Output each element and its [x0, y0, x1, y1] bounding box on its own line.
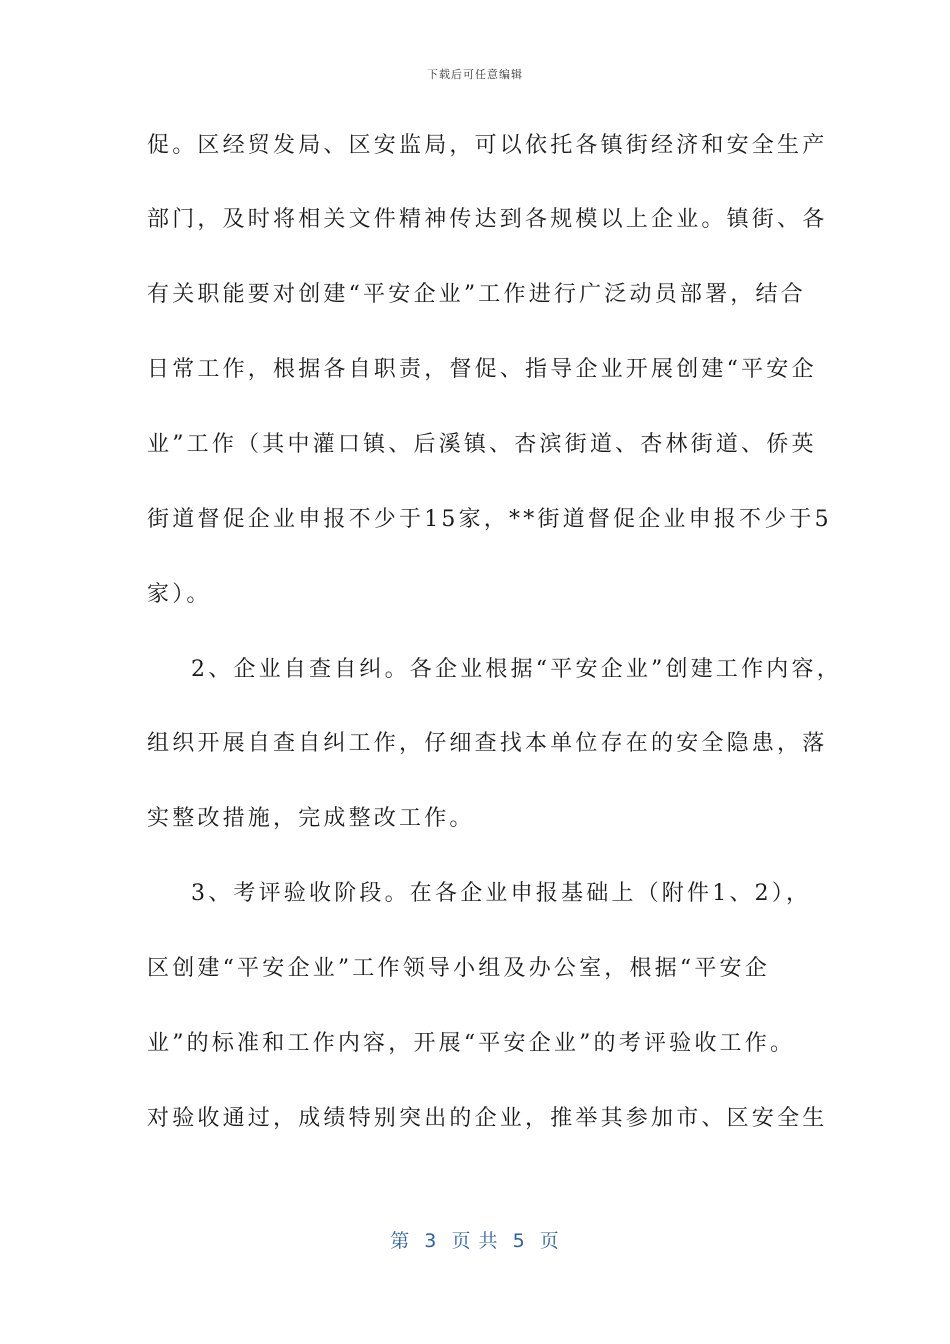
paragraph-line: 区创建“平安企业”工作领导小组及办公室，根据“平安企 [147, 956, 770, 981]
page-number-footer: 第 3 页 共 5 页 [390, 1230, 560, 1252]
paragraph-line: 家）。 [147, 582, 212, 607]
paragraph-line: 有关职能要对创建“平安企业”工作进行广泛动员部署，结合 [147, 282, 806, 307]
paragraph-line: 实整改措施，完成整改工作。 [147, 806, 475, 831]
paragraph-line: 业”工作（其中灌口镇、后溪镇、杏滨街道、杏林街道、侨英 [147, 432, 817, 457]
paragraph-line: 部门，及时将相关文件精神传达到各规模以上企业。镇街、各 [147, 207, 828, 232]
paragraph-line: 对验收通过，成绩特别突出的企业，推举其参加市、区安全生 [147, 1106, 828, 1131]
paragraph-line: 日常工作，根据各自职责，督促、指导企业开展创建“平安企 [147, 357, 817, 382]
paragraph-line: 3、考评验收阶段。在各企业申报基础上（附件1、2）， [191, 881, 812, 906]
paragraph-line: 促。区经贸发局、区安监局，可以依托各镇街经济和安全生产 [147, 133, 828, 158]
paragraph-line: 组织开展自查自纠工作，仔细查找本单位存在的安全隐患，落 [147, 731, 828, 756]
paragraph-line: 业”的标准和工作内容，开展“平安企业”的考评验收工作。 [147, 1031, 796, 1056]
paragraph-line: 2、企业自查自纠。各企业根据“平安企业”创建工作内容， [191, 657, 842, 682]
page-header-note: 下载后可任意编辑 [427, 68, 523, 81]
paragraph-line: 街道督促企业申报不少于15家，**街道督促企业申报不少于5 [147, 507, 832, 532]
